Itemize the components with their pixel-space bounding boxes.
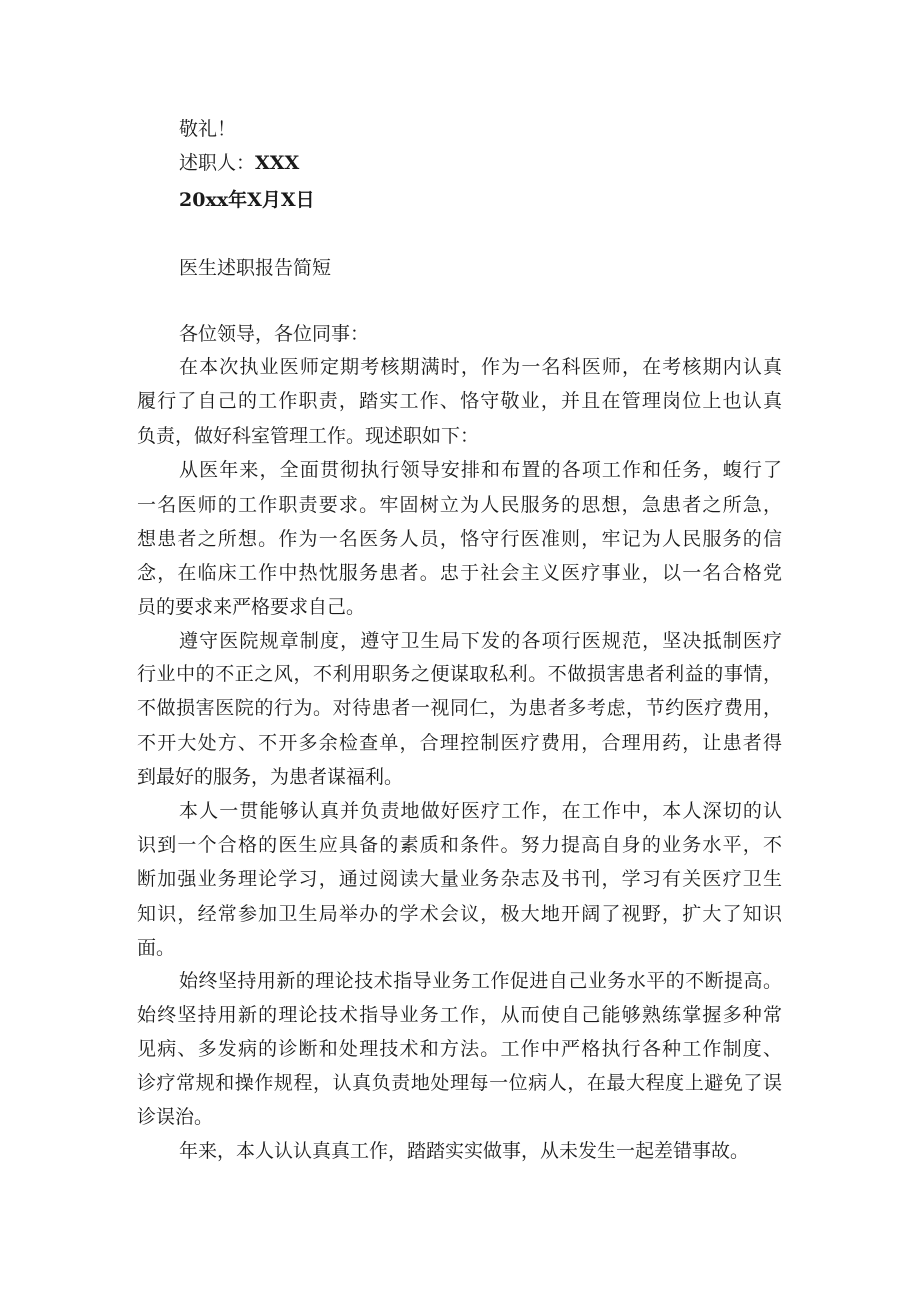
paragraph-line: 一名医师的工作职责要求。牢固树立为人民服务的思想，急患者之所急， (137, 494, 782, 516)
paragraph-line: 负责，做好科室管理工作。现述职如下： (137, 425, 480, 447)
paragraph-line: 从医年来，全面贯彻执行领导安排和布置的各项工作和任务，蝮行了 (179, 459, 782, 481)
report-title: 医生述职报告简短 (179, 257, 332, 279)
paragraph-line: 识到一个合格的医生应具备的素质和条件。努力提高自身的业务水平，不 (137, 834, 782, 856)
paragraph-line: 断加强业务理论学习，通过阅读大量业务杂志及书刊，学习有关医疗卫生 (137, 868, 782, 890)
signer-label: 述职人： (179, 152, 256, 174)
paragraph-line: 知识，经常参加卫生局举办的学术会议，极大地开阔了视野，扩大了知识 (137, 903, 782, 925)
paragraph-line: 履行了自己的工作职责，踏实工作、恪守敬业，并且在管理岗位上也认真 (137, 390, 782, 412)
paragraph-line: 始终坚持用新的理论技术指导业务工作促进自己业务水平的不断提高。 (179, 970, 782, 992)
paragraph-line: 员的要求来严格要求自己。 (137, 596, 366, 618)
greeting: 各位领导，各位同事： (179, 323, 370, 345)
signer-line (179, 151, 299, 175)
paragraph-line: 始终坚持用新的理论技术指导业务工作，从而使自己能够熟练掌握多种常 (137, 1004, 782, 1026)
paragraph-line: 诊疗常规和操作规程，认真负责地处理每一位病人，在最大程度上避免了误 (137, 1072, 782, 1094)
paragraph-line: 面。 (137, 937, 176, 959)
paragraph-line: 遵守医院规章制度，遵守卫生局下发的各项行医规范，坚决抵制医疗 (179, 630, 782, 652)
paragraph-line: 念，在临床工作中热忱服务患者。忠于社会主义医疗事业，以一名合格党 (137, 562, 782, 584)
signer-name: XXX (255, 152, 300, 174)
signature-date: 20xx年X月X日 (179, 189, 315, 211)
paragraph-line: 不开大处方、不开多余检查单，合理控制医疗费用，合理用药，让患者得 (137, 732, 782, 754)
paragraph-line: 本人一贯能够认真并负责地做好医疗工作，在工作中，本人深切的认 (179, 800, 782, 822)
paragraph-line: 在本次执业医师定期考核期满时，作为一名科医师，在考核期内认真 (179, 356, 782, 378)
paragraph-line: 见病、多发病的诊断和处理技术和方法。工作中严格执行各种工作制度、 (137, 1038, 782, 1060)
paragraph-line: 到最好的服务，为患者谋福利。 (137, 766, 404, 788)
paragraph-line: 年来，本人认认真真工作，踏踏实实做事，从未发生一起差错事故。 (179, 1140, 750, 1162)
paragraph-line: 想患者之所想。作为一名医务人员，恪守行医准则，牢记为人民服务的信 (137, 528, 782, 550)
salute-text: 敬礼！ (179, 118, 237, 140)
paragraph-line: 诊误治。 (137, 1106, 214, 1128)
paragraph-line: 不做损害医院的行为。对待患者一视同仁，为患者多考虑，节约医疗费用， (137, 697, 782, 719)
paragraph-line: 行业中的不正之风，不利用职务之便谋取私利。不做损害患者利益的事情， (137, 663, 782, 685)
